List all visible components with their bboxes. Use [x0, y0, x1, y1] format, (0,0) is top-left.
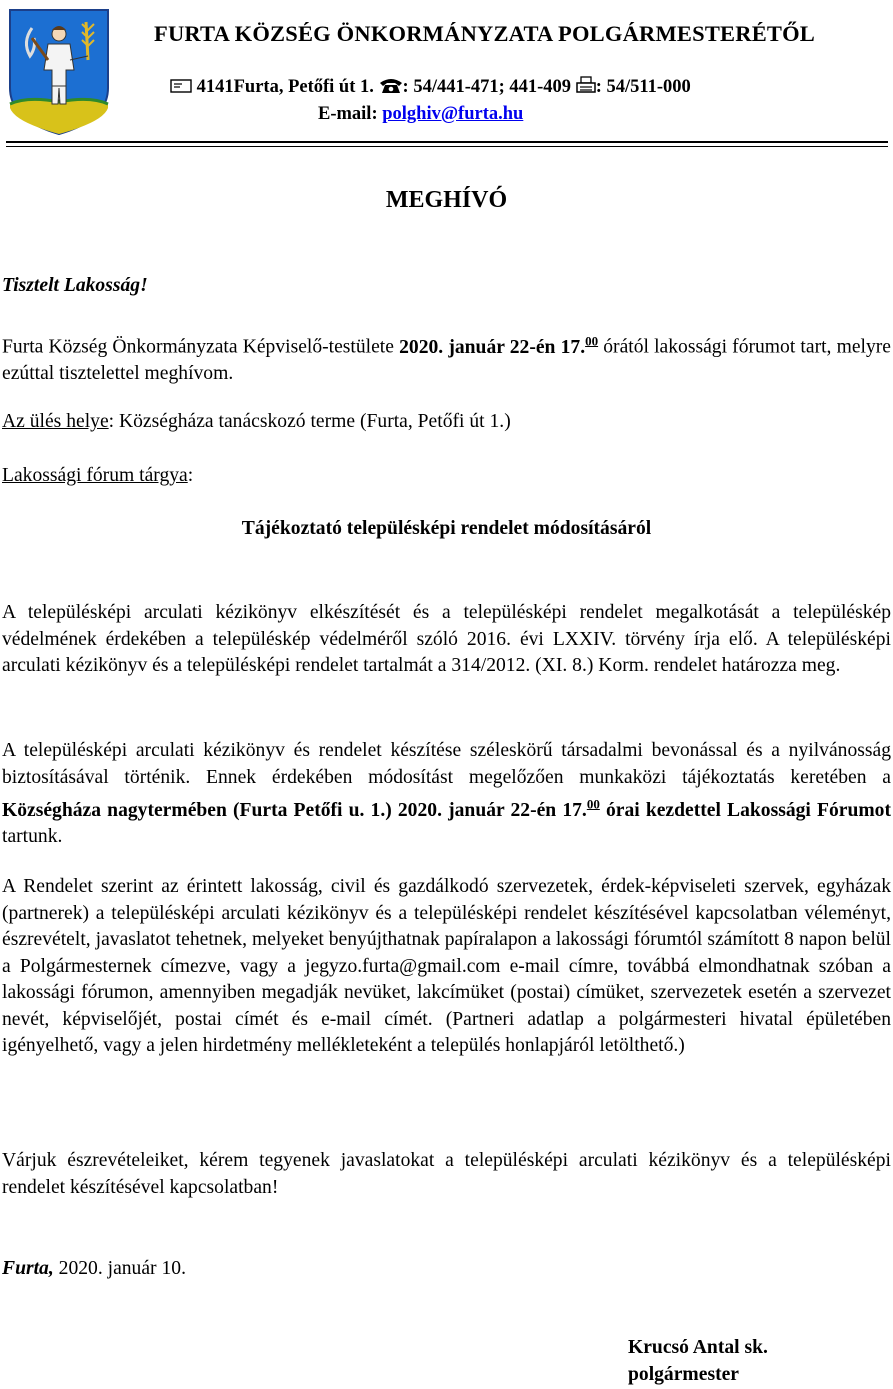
header-phones: 54/441-471; 441-409: [413, 77, 572, 97]
date: 2020. január 10.: [58, 1258, 186, 1279]
venue-text: : Községháza tanácskozó terme (Furta, Petőfi út 1.): [108, 411, 511, 432]
header-fax: 54/511-000: [606, 77, 691, 97]
header-address: 4141Furta, Petőfi út 1.: [196, 77, 374, 97]
signature-block: [628, 1335, 768, 1388]
signature-name: Krucsó Antal sk.: [628, 1337, 768, 1358]
fax-icon: [576, 76, 596, 94]
venue-label: Az ülés helye: [2, 411, 109, 432]
envelope-icon: [170, 79, 192, 93]
place-date-line: [2, 1256, 891, 1283]
para2-text: A településképi arculati kézikönyv és rendelet készítése széleskörű társadalmi bevonással és a nyilvánosság biztosításával történik. Ennek érdekében módosítást megelőzően munkaközi tájékoztatás keretében a: [2, 740, 891, 788]
intro-time-sup: 00: [585, 333, 599, 348]
topic-line: [2, 463, 891, 490]
email-link[interactable]: polghiv@furta.hu: [382, 104, 524, 124]
document-title: MEGHÍVÓ: [385, 187, 508, 213]
paragraph-3: A Rendelet szerint az érintett lakosság, civil és gazdálkodó szervezetek, érdek-képviseleti szervek, egyházak (partnerek) a településképi arculati kézikönyv és a településképi rendelet készítésével kapcsolatban véleményt, észrevételt, javaslatot tehetnek, melyeket benyújthatnak papíralapon a lakossági fórumtól számított 8 napon belül a Polgármesternek címezve, vagy a jegyzo.furta@gmail.com e-mail címre, továbbá elmondhatnak szóban a lakossági fórumon, amennyiben megadják nevüket, lakcímüket (postai) címüket, szervezetek esetén a szervezet nevét, képviselőjét, postai címét és e-mail címét. (Partneri adatlap a polgármesteri hivatal épületében igényelhető, vagy a jelen hirdetmény mellékleteként a település honlapjáról letölthető.): [2, 876, 891, 1056]
header-divider: [6, 141, 888, 143]
intro-text: Furta Község Önkormányzata Képviselő-testülete: [2, 336, 394, 358]
salutation: Tisztelt Lakosság!: [2, 275, 148, 296]
venue-line: [2, 409, 891, 436]
coat-of-arms-logo: [8, 8, 110, 136]
para2-bold-location: Községháza nagytermében (Furta Petőfi u. 1.) 2020. január 22-én 17.: [2, 799, 587, 821]
header-email-label: E-mail:: [318, 104, 378, 124]
para2-bold-event: órai kezdettel Lakossági Fórumot: [605, 799, 891, 821]
topic-colon: :: [187, 465, 194, 486]
header-phone-separator: :: [402, 77, 409, 97]
paragraph-1: A településképi arculati kézikönyv elkészítését és a településképi rendelet megalkotását a településkép védelmének érdekében a településkép védelméről szóló 2016. évi LXXIV. törvény írja elő. A településképi arculati kézikönyv és a településképi rendelet tartalmát a 314/2012. (XI. 8.) Korm. rendelet határozza meg.: [2, 602, 891, 676]
header-divider-thin: [6, 146, 888, 147]
header-email-line: [318, 104, 523, 125]
para2-end: tartunk.: [2, 826, 63, 848]
subject-heading: Tájékoztató településképi rendelet módosításáról: [241, 518, 652, 539]
signature-role: polgármester: [628, 1363, 739, 1385]
telephone-icon: [379, 77, 403, 94]
paragraph-2: [2, 738, 891, 851]
place: Furta,: [2, 1258, 54, 1279]
header-title: FURTA KÖZSÉG ÖNKORMÁNYZATA POLGÁRMESTERÉTŐL: [154, 21, 816, 46]
intro-text-rest: órától lakossági fórumot tart, melyre ezúttal tisztelettel meghívom.: [2, 336, 891, 385]
header-fax-colon: :: [595, 77, 602, 97]
para2-time-sup: 00: [586, 796, 600, 811]
paragraph-4: Várjuk észrevételeiket, kérem tegyenek javaslatokat a településképi arculati kézikönyv és a településképi rendelet készítésével kapcsolatban!: [2, 1150, 891, 1198]
intro-paragraph: [2, 328, 891, 388]
intro-date: 2020. január 22-én 17.: [399, 336, 586, 358]
topic-label: Lakossági fórum tárgya: [2, 465, 188, 486]
header-contact-line: [170, 76, 691, 98]
